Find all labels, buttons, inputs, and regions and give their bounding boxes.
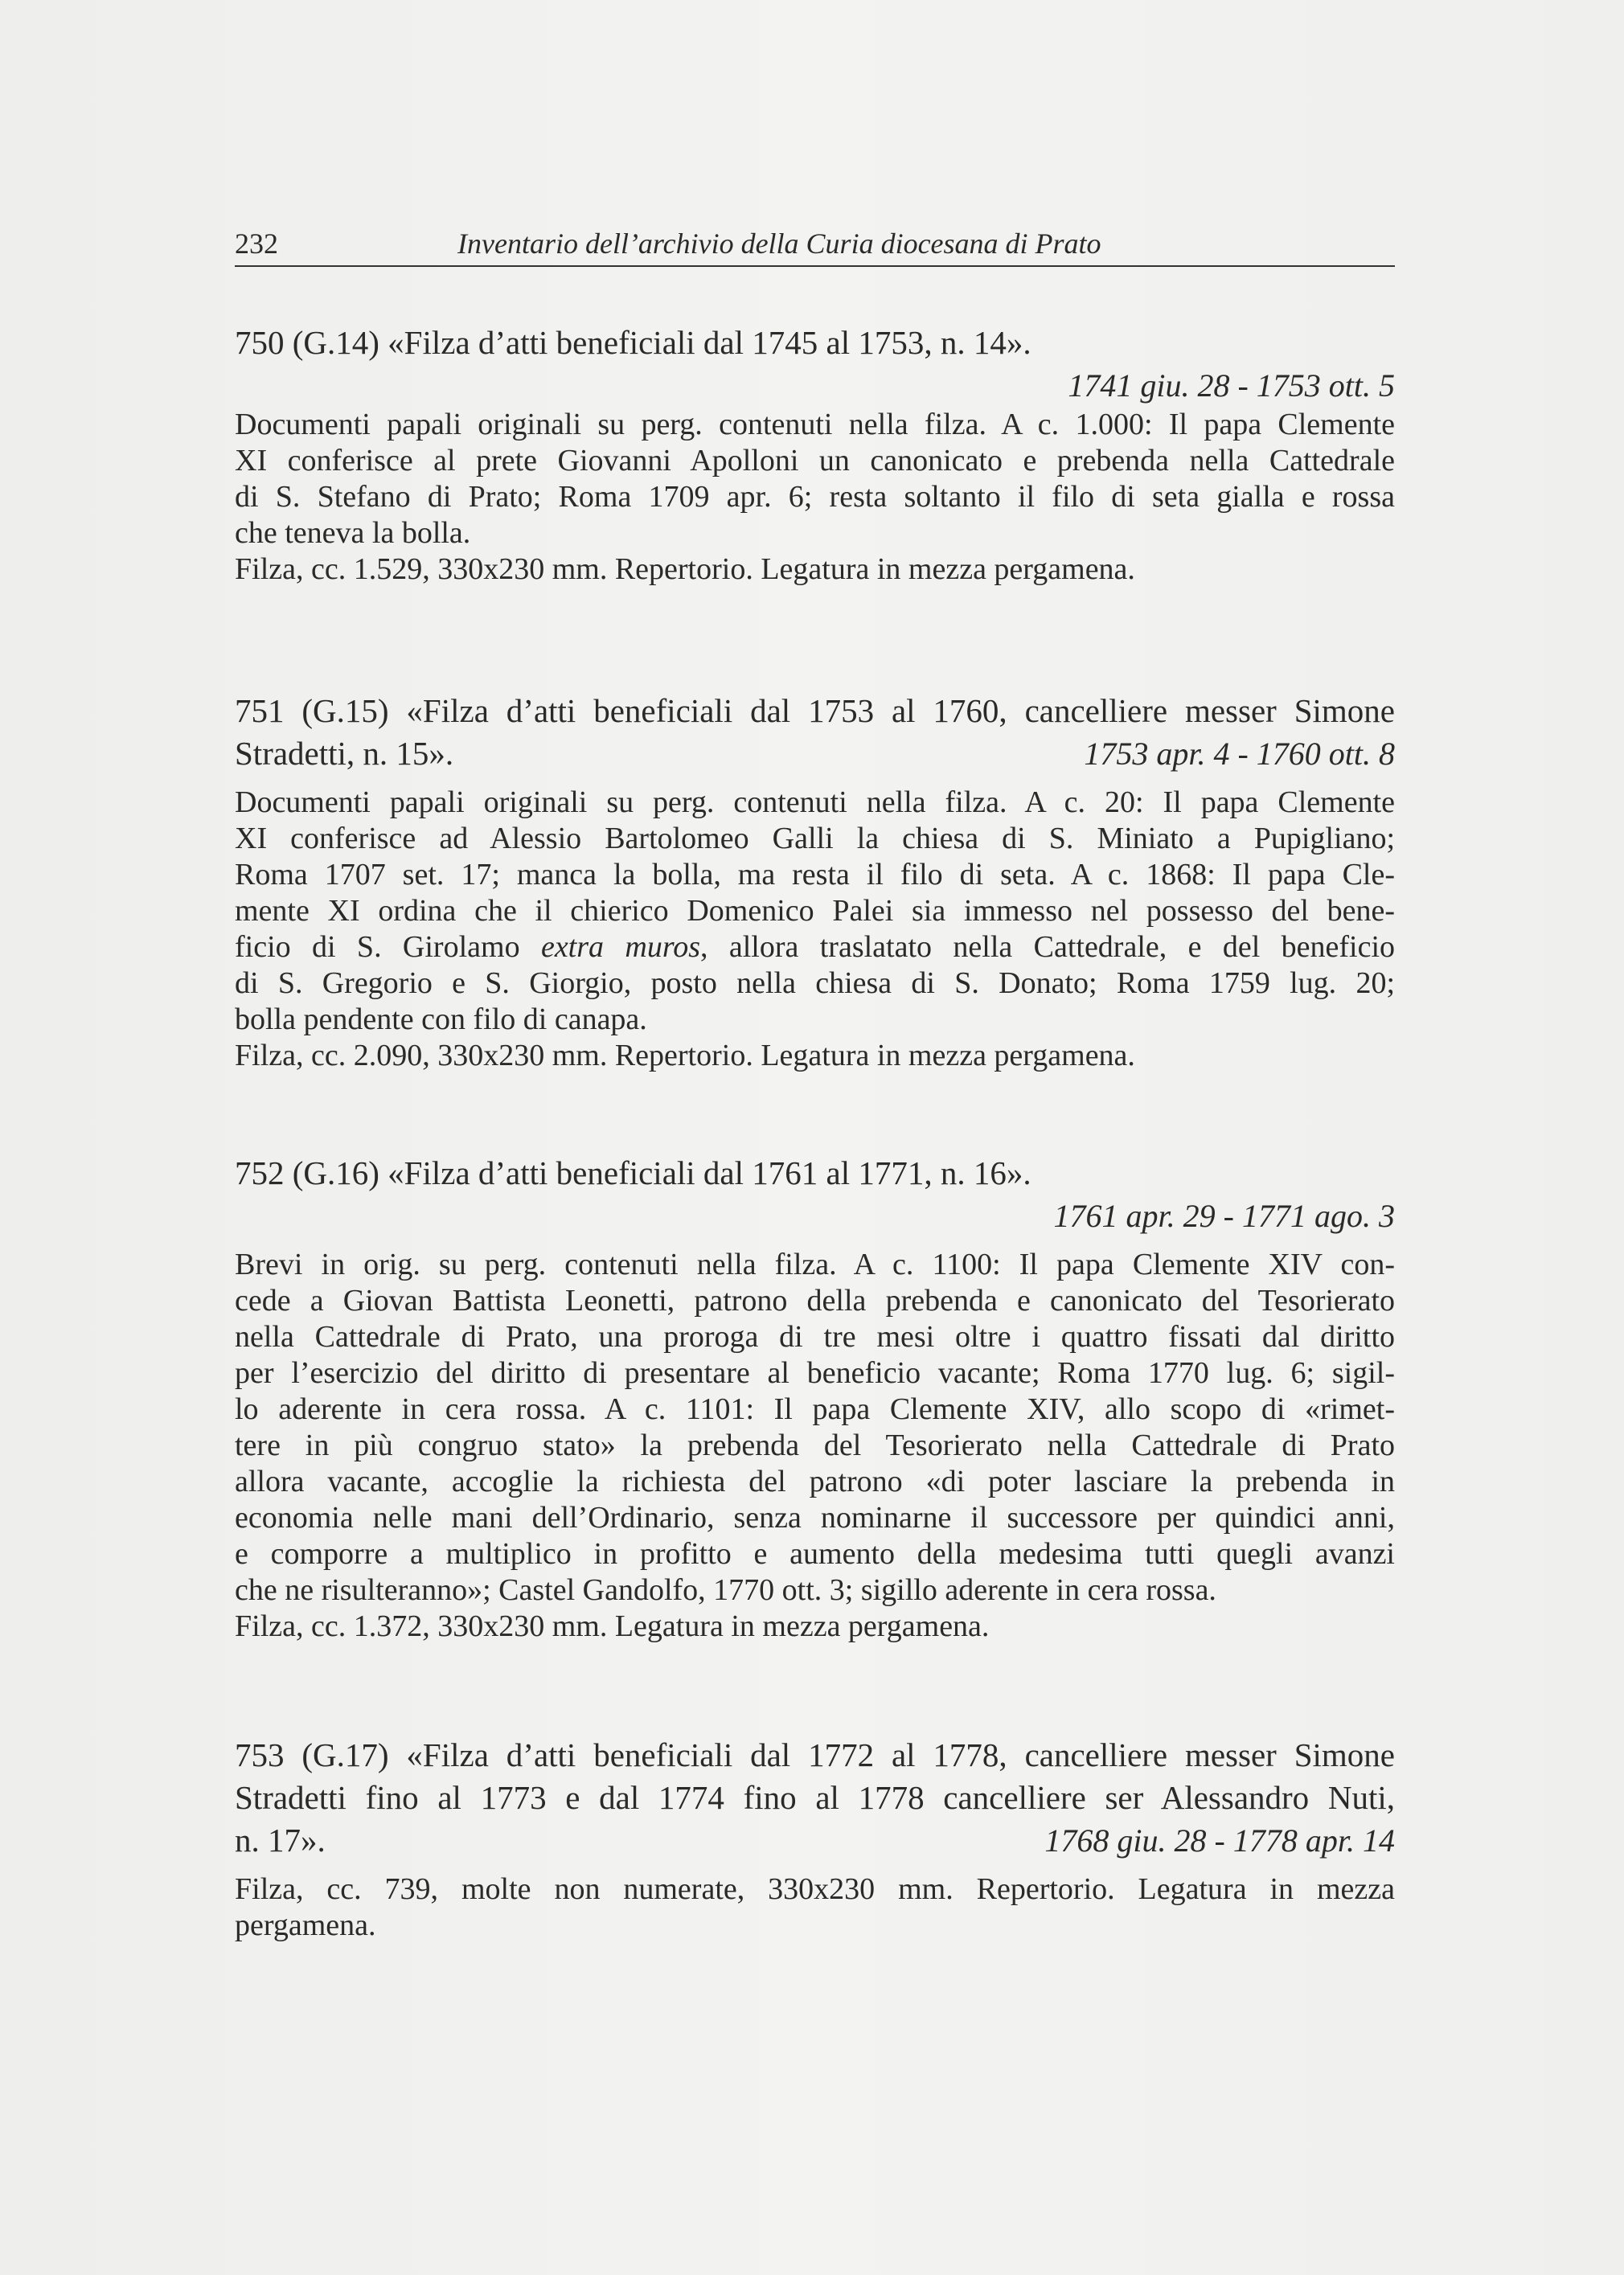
entry-title: 752 (G.16) «Filza d’atti beneficiali dal 1761 al 1771, n. 16». [235, 1154, 1031, 1191]
entry-text-line: lo aderente in cera rossa. A c. 1101: Il papa Clemente XIV, allo scopo di «rimet- [235, 1392, 1395, 1426]
entry-physical-description: Filza, cc. 1.372, 330x230 mm. Legatura in mezza pergamena. [235, 1609, 990, 1643]
entry-text-line: nella Cattedrale di Prato, una proroga di tre mesi oltre i quattro fissati dal diritto [235, 1320, 1395, 1354]
entry-text-line: di S. Gregorio e S. Giorgio, posto nella chiesa di S. Donato; Roma 1759 lug. 20; [235, 966, 1395, 1000]
entry-text-line: XI conferisce ad Alessio Bartolomeo Galli la chiesa di S. Miniato a Pupigliano; [235, 822, 1395, 855]
entry-title: n. 17». [235, 1822, 326, 1859]
entry-text-line: e comporre a multiplico in profitto e aumento della medesima tutti quegli avanzi [235, 1537, 1395, 1571]
entry-text-line: pergamena. [235, 1908, 376, 1942]
entry-date: 1741 giu. 28 - 1753 ott. 5 [1068, 367, 1395, 404]
entry-date: 1768 giu. 28 - 1778 apr. 14 [1044, 1822, 1395, 1859]
entry-title: 753 (G.17) «Filza d’atti beneficiali dal 1772 al 1778, cancelliere messer Simone [235, 1736, 1395, 1773]
entry-text-line: tere in più congruo stato» la prebenda del Tesorierato nella Cattedrale di Prato [235, 1429, 1395, 1462]
entry-752 [235, 1152, 1395, 1645]
entry-text-line: bolla pendente con filo di canapa. [235, 1002, 647, 1036]
running-header [235, 225, 1395, 267]
entry-text-line: per l’esercizio del diritto di presentare al beneficio vacante; Roma 1770 lug. 6; sigil- [235, 1356, 1395, 1390]
entry-text-line: economia nelle mani dell’Ordinario, senza nominarne il successore per quindici anni, [235, 1501, 1395, 1535]
entry-physical-description: Filza, cc. 2.090, 330x230 mm. Repertorio. Legatura in mezza pergamena. [235, 1039, 1135, 1072]
entry-title: 750 (G.14) «Filza d’atti beneficiali dal 1745 al 1753, n. 14». [235, 324, 1031, 361]
entry-title: 751 (G.15) «Filza d’atti beneficiali dal 1753 al 1760, cancelliere messer Simone [235, 692, 1395, 729]
entry-date: 1761 apr. 29 - 1771 ago. 3 [1053, 1198, 1395, 1234]
entry-text-line: Roma 1707 set. 17; manca la bolla, ma resta il filo di seta. A c. 1868: Il papa Cle- [235, 858, 1395, 892]
entry-text-line: XI conferisce al prete Giovanni Apolloni un canonicato e prebenda nella Cattedrale [235, 444, 1395, 478]
page-number: 232 [235, 228, 278, 260]
entry-date: 1753 apr. 4 - 1760 ott. 8 [1084, 736, 1395, 772]
entry-text-line: che teneva la bolla. [235, 516, 471, 550]
entry-text-line: mente XI ordina che il chierico Domenico Palei sia immesso nel possesso del bene- [235, 894, 1395, 928]
entry-title: Stradetti fino al 1773 e dal 1774 fino al 1778 cancelliere ser Alessandro Nuti, [235, 1779, 1395, 1816]
entry-text-line: Brevi in orig. su perg. contenuti nella filza. A c. 1100: Il papa Clemente XIV con- [235, 1248, 1395, 1281]
entry-753 [235, 1734, 1395, 1944]
entry-text-line: Documenti papali originali su perg. contenuti nella filza. A c. 1.000: Il papa Clemente [235, 408, 1395, 441]
entry-physical-description: Filza, cc. 1.529, 330x230 mm. Repertorio. Legatura in mezza pergamena. [235, 552, 1135, 586]
entry-text-line: di S. Stefano di Prato; Roma 1709 apr. 6; resta soltanto il filo di seta gialla e rossa [235, 480, 1395, 514]
entry-text-line: che ne risulteranno»; Castel Gandolfo, 1770 ott. 3; sigillo aderente in cera rossa. [235, 1573, 1216, 1607]
entry-text-line: Filza, cc. 739, molte non numerate, 330x230 mm. Repertorio. Legatura in mezza [235, 1872, 1395, 1906]
entry-text-line: ficio di S. Girolamo extra muros, allora traslatato nella Cattedrale, e del beneficio [235, 930, 1395, 964]
running-title: Inventario dell’archivio della Curia diocesana di Prato [457, 228, 1101, 260]
entry-title: Stradetti, n. 15». [235, 735, 454, 772]
entry-text-line: cede a Giovan Battista Leonetti, patrono della prebenda e canonicato del Tesorierato [235, 1284, 1395, 1318]
entry-750 [235, 322, 1395, 588]
entry-751 [235, 690, 1395, 1074]
entry-text-line: allora vacante, accoglie la richiesta del patrono «di poter lasciare la prebenda in [235, 1465, 1395, 1498]
italic-phrase: extra muros [540, 930, 701, 964]
entry-text-line: Documenti papali originali su perg. contenuti nella filza. A c. 20: Il papa Clemente [235, 785, 1395, 819]
